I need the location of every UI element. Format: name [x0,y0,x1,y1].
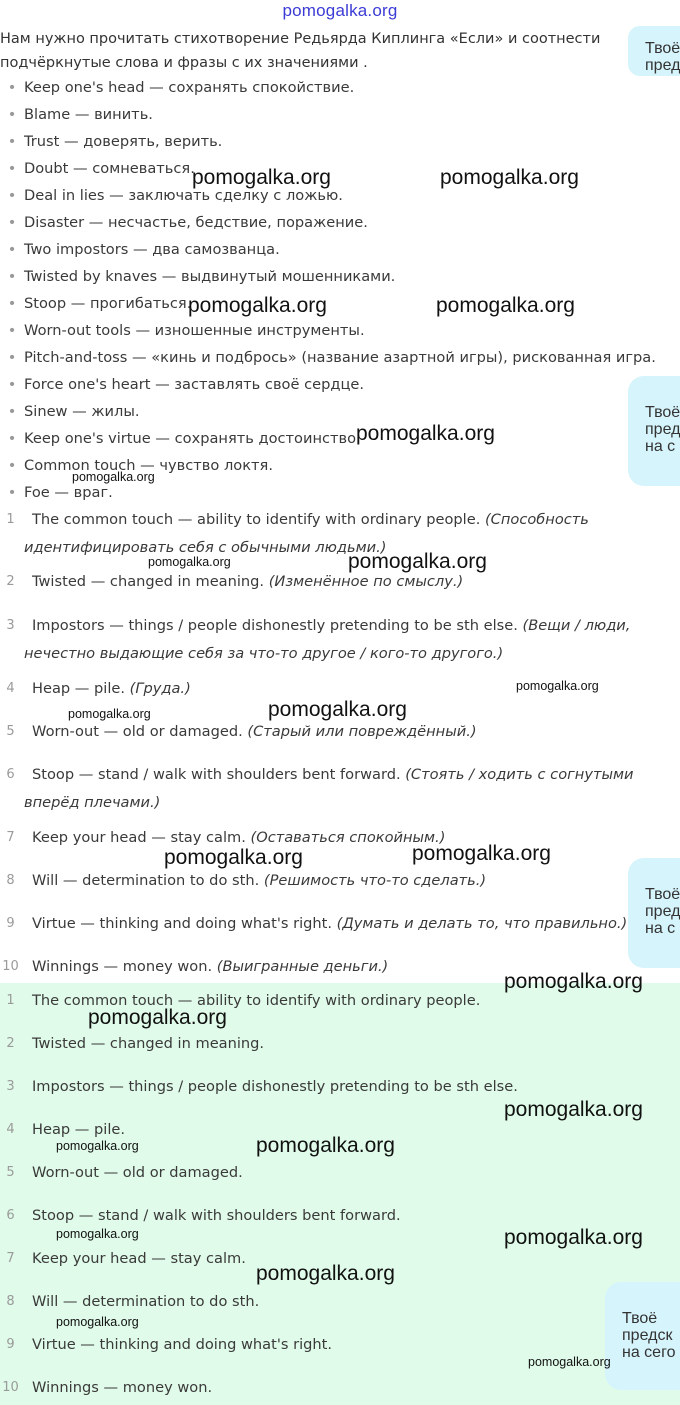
promo-card-text: предск [622,1327,673,1344]
answer-text: Stoop — stand / walk with shoulders bent forward. [32,1207,401,1224]
watermark: pomogalka.org [148,555,231,569]
answer-text: Keep your head — stay calm. [32,1250,246,1267]
translation-text: (Вещи / люди, [522,617,631,634]
list-item [0,74,656,101]
promo-card-text: Твоё [645,40,680,57]
item-number: 8 [6,1294,15,1309]
list-item-text: Force one's heart — заставлять своё сердце. [24,376,364,393]
list-item-text: Two impostors — два самозванца. [24,241,280,258]
watermark: pomogalka.org [356,422,495,445]
watermark: pomogalka.org [504,1226,643,1249]
translation-text: (Изменённое по смыслу.) [268,573,464,590]
answer-text: Twisted — changed in meaning. [32,1035,265,1052]
list-item [0,128,656,155]
bullet-icon: • [7,187,17,204]
list-item [0,1159,680,1187]
translation-text: (Выигранные деньги.) [216,958,389,975]
list-item-text: Worn-out tools — изношенные инструменты. [24,322,365,339]
translation-text: (Думать и делать то, что правильно.) [336,915,628,932]
list-item [0,101,656,128]
list-item [0,317,656,344]
item-number: 3 [6,1079,15,1094]
watermark: pomogalka.org [256,1134,395,1157]
translation-text: (Решимость что-то сделать.) [263,872,487,889]
definition-text: Heap — pile. [32,680,126,697]
answer-text: Heap — pile. [32,1121,126,1138]
promo-card-text: на сего [622,1344,676,1361]
item-number: 10 [2,1380,19,1395]
list-item [0,263,656,290]
list-item [0,398,656,425]
translation-text: (Груда.) [129,680,191,697]
promo-card-text: пред [645,421,680,438]
item-number: 5 [6,1165,15,1180]
bullet-icon: • [7,349,17,366]
list-item-text: Deal in lies — заключать сделку с ложью. [24,187,343,204]
watermark: pomogalka.org [56,1227,139,1241]
item-number: 6 [6,1208,15,1223]
item-number: 2 [6,1036,15,1051]
answers-section [0,983,680,1405]
bullet-icon: • [7,484,17,501]
list-item [0,761,680,817]
list-item [0,209,656,236]
list-item-text: Sinew — жилы. [24,403,140,420]
bullet-icon: • [7,79,17,96]
item-number: 1 [6,512,15,527]
list-item [0,236,656,263]
promo-card[interactable] [628,26,680,76]
watermark: pomogalka.org [88,1006,227,1029]
promo-card-text: на с [645,920,676,937]
definition-text: Virtue — thinking and doing what's right. [32,915,332,932]
bullet-icon: • [7,457,17,474]
definition-text: Will — determination to do sth. [32,872,260,889]
list-item-text: Twisted by knaves — выдвинутый мошенниками. [24,268,396,285]
answer-text: Impostors — things / people dishonestly pretending to be sth else. [32,1078,518,1095]
promo-card-text: пред [645,57,680,74]
item-number: 8 [6,873,15,888]
list-item-text: Blame — винить. [24,106,153,123]
item-number: 9 [6,916,15,931]
answer-text: Worn-out — old or damaged. [32,1164,243,1181]
definition-text: Keep your head — stay calm. [32,829,246,846]
list-item [0,344,656,371]
item-number: 1 [6,993,15,1008]
list-item [0,910,680,938]
item-number: 9 [6,1337,15,1352]
vocabulary-list [0,74,656,506]
list-item [0,425,656,452]
list-item [0,718,680,746]
promo-card-text: на с [645,438,676,455]
definition-text: The common touch — ability to identify with ordinary people. [32,511,481,528]
list-item [0,1288,680,1316]
list-item-text: Keep one's head — сохранять спокойствие. [24,79,355,96]
translation-text: (Старый или повреждённый.) [247,723,477,740]
bullet-icon: • [7,268,17,285]
bullet-icon: • [7,106,17,123]
answer-text: Virtue — thinking and doing what's right. [32,1336,332,1353]
bullet-icon: • [7,403,17,420]
list-item-text: Doubt — сомневаться. [24,160,195,177]
watermark: pomogalka.org [56,1315,139,1329]
bullet-icon: • [7,430,17,447]
watermark: pomogalka.org [528,1355,611,1369]
item-number: 4 [6,681,15,696]
promo-card[interactable] [628,376,680,486]
promo-card-text: Твоё [622,1310,658,1327]
watermark: pomogalka.org [348,550,487,573]
definition-text: Winnings — money won. [32,958,213,975]
promo-card-text: пред [645,903,680,920]
bullet-icon: • [7,376,17,393]
item-number: 3 [6,618,15,633]
list-item-text: Foe — враг. [24,484,113,501]
item-number: 5 [6,724,15,739]
bullet-icon: • [7,322,17,339]
list-item-text: Keep one's virtue — сохранять достоинство. [24,430,361,447]
watermark: pomogalka.org [412,842,551,865]
item-number: 7 [6,830,15,845]
list-item [0,824,680,852]
watermark: pomogalka.org [192,166,331,189]
answer-text: The common touch — ability to identify with ordinary people. [32,992,481,1009]
translation-text: идентифицировать себя с обычными людьми.) [24,539,387,556]
watermark: pomogalka.org [516,679,599,693]
promo-card-text: Твоё [645,404,680,421]
bullet-icon: • [7,214,17,231]
translation-text: нечестно выдающие себя за что-то другое / кого-то другого.) [24,645,504,662]
translation-text: (Способность [484,511,589,528]
list-item [0,612,680,668]
list-item [0,371,656,398]
promo-card-text: Твоё [645,886,680,903]
watermark: pomogalka.org [268,698,407,721]
translation-text: вперёд плечами.) [24,794,161,811]
list-item [0,506,680,562]
bullet-icon: • [7,295,17,312]
answer-text: Winnings — money won. [32,1379,213,1396]
translation-text: (Оставаться спокойным.) [250,829,446,846]
list-item [0,1030,680,1058]
definition-text: Worn-out — old or damaged. [32,723,243,740]
watermark: pomogalka.org [56,1139,139,1153]
definition-text: Twisted — changed in meaning. [32,573,265,590]
list-item [0,1374,680,1402]
item-number: 7 [6,1251,15,1266]
item-number: 4 [6,1122,15,1137]
translation-text: (Стоять / ходить с согнутыми [405,766,634,783]
watermark: pomogalka.org [504,970,643,993]
bullet-icon: • [7,160,17,177]
list-item-text: Pitch-and-toss — «кинь и подбрось» (название азартной игры), рискованная игра. [24,349,656,366]
item-number: 2 [6,574,15,589]
item-number: 10 [2,959,19,974]
definition-text: Impostors — things / people dishonestly pretending to be sth else. [32,617,518,634]
bullet-icon: • [7,133,17,150]
list-item [0,1073,680,1101]
definition-text: Stoop — stand / walk with shoulders bent forward. [32,766,401,783]
promo-card[interactable] [605,1282,680,1390]
watermark: pomogalka.org [504,1098,643,1121]
list-item-text: Disaster — несчастье, бедствие, поражение. [24,214,368,231]
list-item-text: Trust — доверять, верить. [24,133,223,150]
site-logo[interactable]: pomogalka.org [282,1,398,20]
watermark: pomogalka.org [72,470,155,484]
answer-text: Will — determination to do sth. [32,1293,260,1310]
watermark: pomogalka.org [68,707,151,721]
item-number: 6 [6,767,15,782]
task-intro: Нам нужно прочитать стихотворение Редьярда Киплинга «Если» и соотнести подчёркнутые слова и фразы с их значениями . [0,31,601,71]
watermark: pomogalka.org [436,294,575,317]
watermark: pomogalka.org [256,1262,395,1285]
watermark: pomogalka.org [164,846,303,869]
list-item-text: Common touch — чувство локтя. [24,457,273,474]
promo-card[interactable] [628,858,680,968]
list-item [0,867,680,895]
bullet-icon: • [7,241,17,258]
watermark: pomogalka.org [440,166,579,189]
list-item-text: Stoop — прогибаться. [24,295,192,312]
list-item [0,568,680,596]
watermark: pomogalka.org [188,294,327,317]
